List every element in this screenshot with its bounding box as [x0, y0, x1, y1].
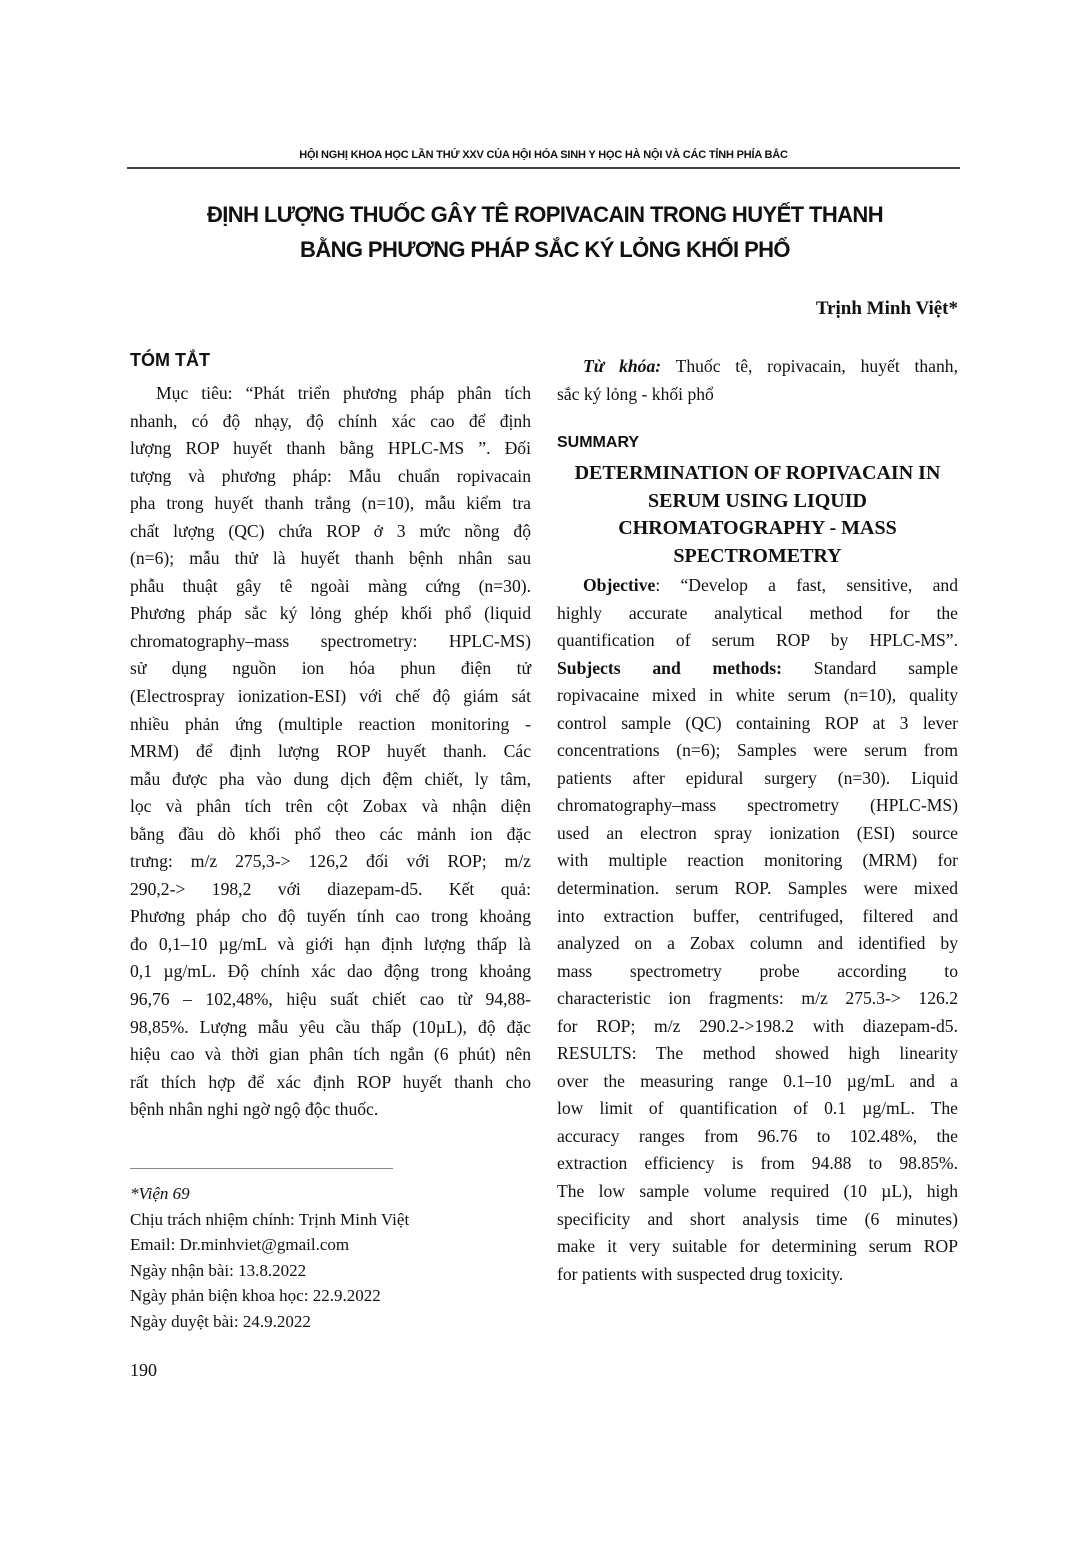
summary-line-bold-lead: Subjects and methods: — [557, 657, 782, 678]
abstract-line: tượng và phương pháp: Mẫu chuẩn ropivacain — [130, 465, 531, 486]
abstract-line: 290,2-> 198,2 với diazepam-d5. Kết quả: — [130, 878, 531, 899]
abstract-line: mẫu được pha vào dung dịch đệm chiết, ly tâm, — [130, 768, 531, 789]
summary-line-bold-lead: Objective — [583, 575, 656, 595]
abstract-line: Mục tiêu: “Phát triển phương pháp phân tích — [156, 383, 531, 403]
keywords-label: Từ khóa: — [583, 356, 662, 376]
keywords — [557, 353, 958, 408]
abstract-line: phẫu thuật gây tê ngoài màng cứng (n=30). — [130, 575, 531, 596]
summary-line: for ROP; m/z 290.2->198.2 with diazepam-d5. — [557, 1015, 958, 1036]
abstract-line: rất thích hợp để xác định ROP huyết thanh cho — [130, 1071, 531, 1092]
abstract-line: chất lượng (QC) chứa ROP ở 3 mức nồng độ — [130, 520, 531, 541]
keywords-line-2: sắc ký lỏng - khối phổ — [557, 383, 714, 404]
summary-line — [557, 655, 958, 683]
summary-line: accuracy ranges from 96.76 to 102.48%, the — [557, 1125, 958, 1146]
abstract-line: 98,85%. Lượng mẫu yêu cầu thấp (10µL), độ đặc — [130, 1016, 531, 1037]
abstract-line: (Electrospray ionization-ESI) với chế độ giám sát — [130, 686, 531, 707]
summary-line: concentrations (n=6); Samples were serum from — [557, 740, 958, 761]
summary-line: over the measuring range 0.1–10 µg/mL and a — [557, 1070, 958, 1091]
summary-line: make it very suitable for determining serum ROP — [557, 1236, 958, 1257]
abstract-line: trưng: m/z 275,3-> 126,2 đối với ROP; m/z — [130, 851, 531, 872]
abstract-line: nhiều phản ứng (multiple reaction monitoring - — [130, 713, 531, 734]
abstract-line: sử dụng nguồn ion hóa phun điện tử — [130, 658, 531, 679]
summary-line: mass spectrometry probe according to — [557, 960, 958, 981]
summary-title: DETERMINATION OF ROPIVACAIN IN SERUM USING LIQUID CHROMATOGRAPHY - MASS SPECTROMETRY — [574, 462, 941, 567]
summary-line: into extraction buffer, centrifuged, filtered and — [557, 905, 958, 926]
summary-line: analyzed on a Zobax column and identified by — [557, 933, 958, 954]
summary-line: ropivacaine mixed in white serum (n=10), quality — [557, 685, 958, 706]
footnote-responsible: Chịu trách nhiệm chính: Trịnh Minh Việt — [130, 1209, 410, 1229]
abstract-heading: TÓM TẮT — [130, 350, 210, 370]
summary-body — [557, 572, 958, 1288]
abstract-line: lọc và phân tích trên cột Zobax và nhận diện — [130, 796, 531, 817]
footnote-received: Ngày nhận bài: 13.8.2022 — [130, 1260, 307, 1280]
footnote-accepted: Ngày duyệt bài: 24.9.2022 — [130, 1311, 311, 1331]
abstract-line: 0,1 µg/mL. Độ chính xác dao động trong khoảng — [130, 961, 531, 982]
abstract-body — [130, 380, 531, 1124]
abstract-line: Phương pháp cho độ tuyến tính cao trong khoảng — [130, 906, 531, 927]
summary-line: control sample (QC) containing ROP at 3 lever — [557, 712, 958, 733]
summary-line: chromatography–mass spectrometry (HPLC-MS) — [557, 795, 958, 816]
abstract-line: chromatography–mass spectrometry: HPLC-MS) — [130, 630, 531, 651]
page-number: 190 — [130, 1360, 157, 1380]
summary-line-text: Standard sample — [781, 657, 958, 678]
abstract-line: nhanh, có độ nhạy, độ chính xác cao để định — [130, 410, 531, 431]
summary-line: quantification of serum ROP by HPLC-MS”. — [557, 630, 958, 651]
abstract-line: hiệu cao và thời gian phân tích ngắn (6 phút) nên — [130, 1044, 531, 1065]
summary-line: determination. serum ROP. Samples were mixed — [557, 878, 958, 899]
summary-line: for patients with suspected drug toxicity. — [557, 1263, 844, 1284]
summary-line — [557, 572, 958, 600]
summary-line-text: : “Develop a fast, sensitive, and — [655, 575, 958, 595]
summary-heading: SUMMARY — [557, 434, 640, 451]
author: Trịnh Minh Việt* — [815, 298, 958, 319]
summary-line: low limit of quantification of 0.1 µg/mL. The — [557, 1098, 958, 1119]
summary-line: highly accurate analytical method for the — [557, 602, 958, 623]
abstract-line: (n=6); mẫu thử là huyết thanh bệnh nhân sau — [130, 548, 531, 569]
summary-line: RESULTS: The method showed high linearity — [557, 1043, 958, 1064]
footnote-reviewed: Ngày phản biện khoa học: 22.9.2022 — [130, 1286, 381, 1306]
abstract-line: Phương pháp sắc ký lỏng ghép khối phổ (liquid — [130, 603, 531, 624]
summary-line: extraction efficiency is from 94.88 to 98.85%. — [557, 1153, 958, 1174]
abstract-line: MRM) để định lượng ROP huyết thanh. Các — [130, 741, 531, 762]
footnote-email: Email: Dr.minhviet@gmail.com — [130, 1235, 350, 1255]
footnote-rule — [130, 1168, 393, 1169]
header-rule — [127, 167, 960, 169]
summary-line: The low sample volume required (10 µL), high — [557, 1181, 958, 1202]
keywords-values: Thuốc tê, ropivacain, huyết thanh, — [661, 356, 958, 376]
article-title-line-1: ĐỊNH LƯỢNG THUỐC GÂY TÊ ROPIVACAIN TRONG HUYẾT THANH — [206, 202, 883, 227]
footnote-affiliation: *Viện 69 — [130, 1184, 190, 1203]
abstract-line: lượng ROP huyết thanh bằng HPLC-MS ”. Đối — [130, 438, 531, 459]
footnotes — [130, 1181, 409, 1335]
summary-line: with multiple reaction monitoring (MRM) for — [557, 850, 958, 871]
abstract-line: bệnh nhân nghi ngờ ngộ độc thuốc. — [130, 1099, 379, 1120]
summary-line: patients after epidural surgery (n=30). Liquid — [557, 767, 958, 788]
abstract-line: bằng đầu dò khối phổ theo các mảnh ion đặc — [130, 823, 531, 844]
summary-line: specificity and short analysis time (6 minutes) — [557, 1208, 958, 1229]
abstract-line: pha trong huyết thanh trắng (n=10), mẫu kiểm tra — [130, 493, 531, 514]
summary-line: used an electron spray ionization (ESI) source — [557, 822, 958, 843]
keywords-line-1 — [557, 353, 958, 381]
article-title-line-2: BẰNG PHƯƠNG PHÁP SẮC KÝ LỎNG KHỐI PHỔ — [300, 237, 790, 262]
abstract-line: 96,76 – 102,48%, hiệu suất chiết cao từ 94,88- — [130, 989, 531, 1010]
abstract-line: đo 0,1–10 µg/mL và giới hạn định lượng thấp là — [130, 933, 531, 954]
running-header: HỘI NGHỊ KHOA HỌC LẦN THỨ XXV CỦA HỘI HÓA SINH Y HỌC HÀ NỘI VÀ CÁC TỈNH PHÍA BẮC — [299, 149, 788, 161]
summary-line: characteristic ion fragments: m/z 275.3-> 126.2 — [557, 988, 958, 1009]
